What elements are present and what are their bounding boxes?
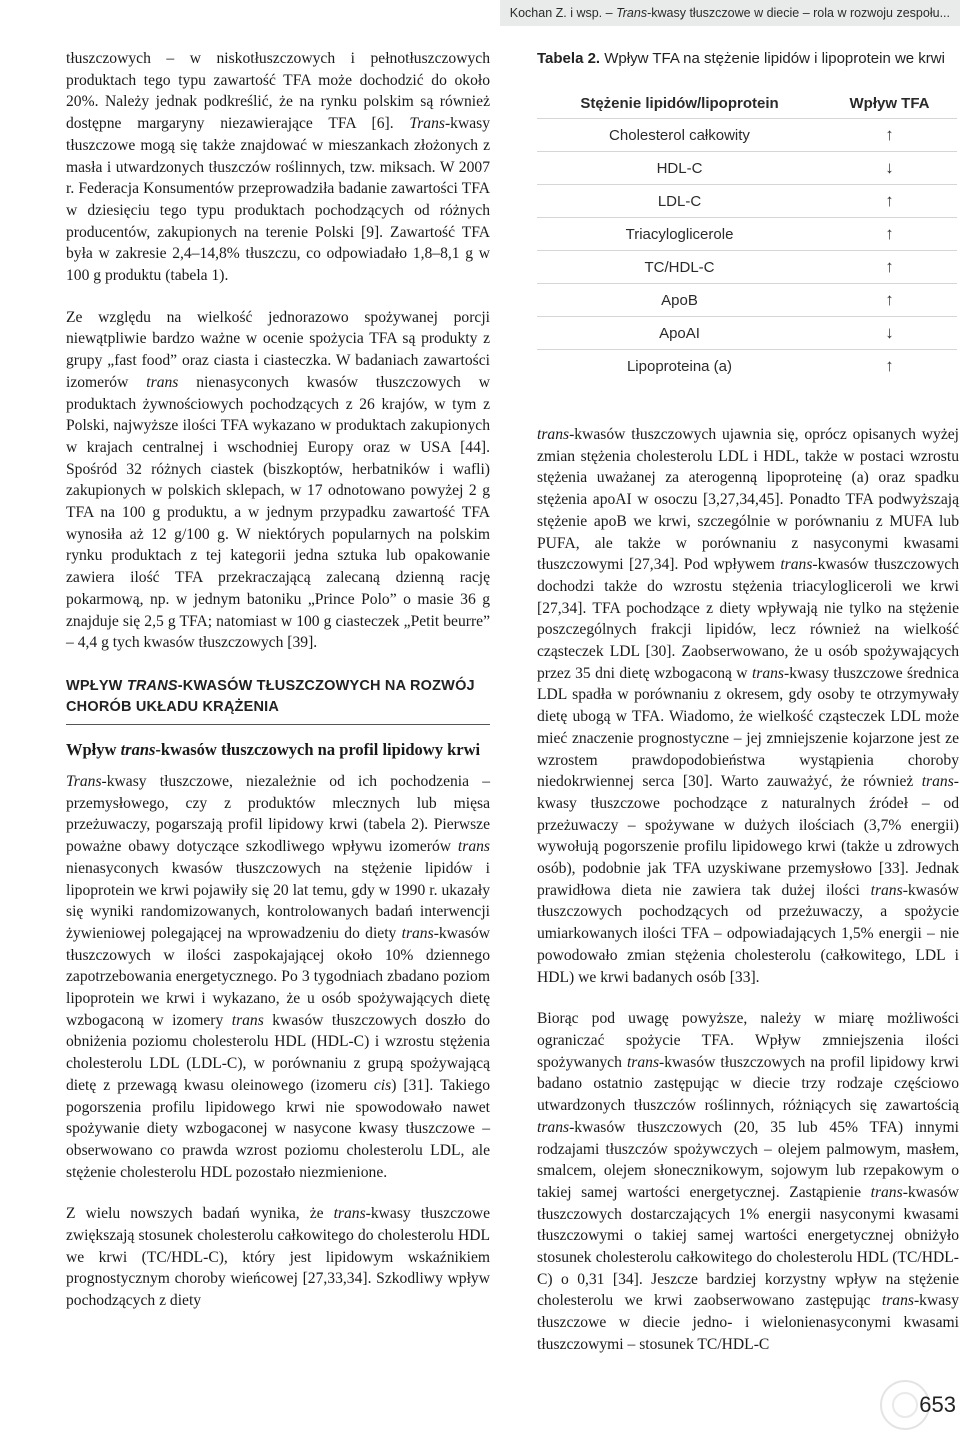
section-divider — [66, 724, 490, 725]
italic-span: trans — [751, 664, 785, 682]
table-row — [537, 350, 957, 383]
text-span: Biorąc pod uwagę powyższe, należy w miarę możliwości ograniczać spożycie TFA. Wpływ zmniejszenia ilości spożywanych — [537, 1010, 959, 1071]
left-column — [66, 48, 490, 1312]
table-row — [537, 152, 957, 185]
text-span: -kwasów tłuszczowych w ilości zaspokajającej około 10% dziennego zapotrzebowania energetycznego. Po 3 tygodniach zbadano poziom lipoprotein we krwi i wykazano, że u osób spożywających dietę wzbogaconą w izomery — [66, 924, 490, 1029]
italic-span: trans — [333, 1205, 366, 1223]
table-row — [537, 317, 957, 350]
text-span: Wpływ — [66, 739, 121, 759]
paragraph-lipid-profile — [66, 771, 490, 1183]
text-span: ) [31]. Takiego pogorszenia profilu lipidowego krwi nie spowodowało nawet spożywanie diety wzbogaconej w nasycone kwasy tłuszczowe – obserwowano co prawda wzrost poziomu cholesterolu LDL, ale stężenie cholesterolu HDL pozostało niezmienione. — [66, 1076, 491, 1181]
text-span: Z wielu nowszych badań wynika, że — [66, 1205, 334, 1223]
text-span: -kwasów tłuszczowych na profil lipidowy krwi — [155, 739, 481, 759]
running-header-title-italic: Trans — [616, 6, 648, 20]
effect-cell — [822, 119, 957, 152]
paragraph-apo-effects — [537, 424, 959, 988]
paragraph-tfa-margarines — [66, 48, 490, 287]
text-span: nienasyconych kwasów tłuszczowych na stężenie lipidów i lipoprotein we krwi pojawiły się 20 lat temu, gdy w 1990 r. ukazały się wyniki randomizowanych, kontrolowanych badań interwencji żywieniowej polegającej na wprowadzeniu do diety — [66, 859, 490, 942]
italic-span: TRANS — [126, 677, 178, 694]
page-number: 653 — [919, 1392, 956, 1417]
lipid-name-cell: LDL-C — [537, 185, 822, 218]
table-label: Tabela 2. — [537, 50, 601, 67]
effect-cell — [822, 218, 957, 251]
lipid-name-cell: ApoB — [537, 284, 822, 317]
italic-span: Trans — [409, 115, 445, 133]
arrow-down-icon: ↓ — [885, 158, 894, 177]
arrow-up-icon: ↑ — [885, 191, 894, 210]
italic-span: trans — [457, 838, 490, 856]
arrow-up-icon: ↑ — [885, 257, 894, 276]
table-row — [537, 119, 957, 152]
italic-span: trans — [870, 1183, 903, 1201]
text-span: -kwasów tłuszczowych pochodzących od przeżuwaczy, a spożycie umiarkowanych ilości TFA – odpowiadających 1,5% energii – nie powodowało zmian stężenia cholesterolu (całkowitego, LDL i HDL) we krwi badanych osób [33]. — [537, 881, 959, 986]
italic-span: Trans — [66, 772, 102, 790]
paragraph-fast-food — [66, 307, 490, 654]
effect-cell — [822, 317, 957, 350]
table-row — [537, 185, 957, 218]
lipid-name-cell: ApoAI — [537, 317, 822, 350]
lipid-name-cell: HDL-C — [537, 152, 822, 185]
lipid-name-cell: Triacyloglicerole — [537, 218, 822, 251]
paragraph-tc-hdl-ratio — [66, 1203, 490, 1312]
effect-cell — [822, 284, 957, 317]
text-span: -kwasy tłuszczowe, niezależnie od ich pochodzenia – przemysłowego, czy z produktów mlecznych lub mięsa przeżuwaczy, pogarszają profil lipidowy krwi (tabela 2). Pierwsze poważne obawy dotyczące szkodliwego wpływu izomerów — [66, 772, 490, 856]
italic-span: trans — [401, 924, 434, 942]
text-span: -kwasy tłuszczowe pochodzące z naturalnych źródeł – od przeżuwaczy – spożywane w dużych ilościach (3,7% energii) wywołują pogorszenie profilu lipidowego krwi (także u zdrowych osób), podobnie jak TFA uzyskiwane przemysłowo [33]. Jednak prawidłowa dieta nie zawiera tak dużej ilości — [537, 773, 959, 899]
effect-cell — [822, 251, 957, 284]
text-span: WPŁYW — [66, 677, 127, 694]
arrow-up-icon: ↑ — [885, 224, 894, 243]
arrow-up-icon: ↑ — [885, 356, 894, 375]
table-caption-text: Wpływ TFA na stężenie lipidów i lipoprotein we krwi — [600, 50, 945, 67]
text-span: -kwasów tłuszczowych dostarczających 1% energii nasyconymi kwasami tłuszczowymi o takiej samej wartości energetycznej obniżyło stosunek cholesterolu całkowitego do cholesterolu HDL (TC/HDL-C) o 0,31 [34]. Jeszcze bardziej korzystny wpływ na stężenie cholesterolu we krwi zaobserwowano zastępując — [537, 1183, 959, 1310]
effect-cell — [822, 185, 957, 218]
arrow-down-icon: ↓ — [885, 323, 894, 342]
italic-span: trans — [537, 426, 570, 443]
lipid-name-cell: Lipoproteina (a) — [537, 350, 822, 383]
right-column — [537, 424, 959, 1356]
table-row — [537, 284, 957, 317]
running-header-authors: Kochan Z. i wsp. – — [509, 6, 617, 20]
table-header-row — [537, 88, 957, 119]
effect-cell — [822, 350, 957, 383]
text-span: nienasyconych kwasów tłuszczowych w produktach żywnościowych pochodzących z 26 krajów, w tym z Polski, najwyższe ilości TFA wykazano w produktach zakupionych w krajach centralnej i wschodniej Europy oraz w USA [44]. Spośród 32 różnych ciastek (biszkoptów, herbatników i wafli) zakupionych w polskich sklepach, w 17 odnotowano powyżej 2 g TFA na 100 g produktu, a w jednym przypadku zawartość TFA wynosiła aż 12 g/100 g. W niektórych popularnych na polskim rynku produktach z tej kategorii jedna sztuka lub opakowanie zawiera ilość TFA przekraczającą zalecaną dzienną rację pokarmową, np. w jednym batoniku „Prince Polo” o masie 36 g znajduje się 2,5 g TFA; natomiast w 100 g ciasteczek „Petit beurre” – 4,4 g tych kwasów tłuszczowych [39]. — [66, 373, 490, 652]
italic-span: trans — [120, 739, 156, 759]
text-span: -kwasy tłuszczowe mogą się także znajdować w mieszankach złożonych z masła i utwardzonych tłuszczów roślinnych, tzw. miksach. W 2007 r. Federacja Konsumentów przeprowadziła badanie zawartości TFA w dziesięciu tego typu produktach pochodzących od różnych producentów, zakupionych na terenie Polski [9]. Zawartość TFA była w zakresie 2,4–14,8% tłuszczu, co odpowiadało 1,8–8,1 g w 100 g produktu (tabela 1). — [66, 115, 490, 285]
text-span: kwasów tłuszczowych doszło do obniżenia poziomu cholesterolu HDL (HDL-C) i wzrostu stężenia cholesterolu LDL (LDL-C), w porównaniu z grupą spożywającą dietę z przewagą kwasu oleinowego (izomeru — [66, 1011, 491, 1094]
table-row — [537, 251, 957, 284]
running-header — [500, 0, 960, 26]
text-span: -KWASÓW TŁUSZCZOWYCH NA ROZWÓJ CHORÓB UKŁADU KRĄŻENIA — [66, 677, 475, 715]
italic-span: cis — [373, 1076, 392, 1094]
text-span: Ze względu na wielkość jednorazowo spożywanej porcji niewątpliwie bardzo ważne w ocenie spożycia TFA są produkty z grupy „fast food” oraz ciasta i ciasteczka. W badaniach zawartości izomerów — [66, 308, 490, 391]
effect-cell — [822, 152, 957, 185]
text-span: tłuszczowych – w niskotłuszczowych i pełnotłuszczowych produktach tego typu zawartość TFA może dochodzić do około 20%. Należy jednak podkreślić, że na rynku polskim są również dostępne margaryny niezawierające TFA [6]. — [66, 50, 490, 133]
subsection-heading — [66, 739, 490, 761]
text-span: -kwasy tłuszczowe średnica LDL spadła w porównaniu z okresem, gdy osoby te otrzymywały dietę ubogą w TFA. Wiadomo, że wielkość cząsteczek LDL może mieć znaczenie prognostyczne – jej zmniejszenie kojarzone jest ze wzrostem prawdopodobieństwa wystąpienia choroby niedokrwiennej serca [30]. Warto zauważyć, że również — [537, 664, 959, 791]
paragraph-limit-intake — [537, 1008, 959, 1355]
italic-span: trans — [921, 773, 954, 791]
italic-span: trans — [626, 1053, 660, 1071]
text-span: -kwasy tłuszczowe zwiększają stosunek cholesterolu całkowitego do cholesterolu HDL we krwi (TC/HDL-C), który jest lipidowym wskaźnikiem prognostycznym choroby wieńcowej [27,33,34]. Szkodliwy wpływ pochodzących z diety — [66, 1205, 490, 1310]
table-2 — [537, 48, 957, 382]
italic-span: trans — [537, 1118, 570, 1136]
table-caption — [537, 48, 957, 70]
text-span: -kwasów tłuszczowych (20, 35 lub 45% TFA) innymi rodzajami tłuszczów spożywczych – olejem palmowym, masłem, smalcem, olejem słonecznikowym, sojowym lub rzepakowym o takiej samej wartości energetycznej. Zastąpienie — [537, 1118, 959, 1201]
text-span: -kwasów tłuszczowych ujawnia się, oprócz opisanych wyżej zmian stężenia cholesterolu LDL i HDL, także w postaci wzrostu stężenia uważanej za aterogenną lipoproteinę (a) oraz spadku stężenia apoAI w osoczu [3,27,34,45]. Ponadto TFA podwyższają stężenie apoB we krwi, szczególnie w porównaniu z MUFA lub PUFA, ale także w porównaniu z nasyconymi kwasami tłuszczowymi [27,34]. Pod wpływem — [537, 426, 959, 574]
italic-span: trans — [881, 1292, 914, 1310]
table-row — [537, 218, 957, 251]
section-heading — [66, 676, 490, 718]
arrow-up-icon: ↑ — [885, 125, 894, 144]
italic-span: trans — [780, 556, 813, 574]
lipid-name-cell: TC/HDL-C — [537, 251, 822, 284]
text-span: -kwasów tłuszczowych dochodzi także do wzrostu stężenia triacylogliceroli we krwi [27,34]. TFA pochodzące z diety wpływają nie tylko na stężenie poszczególnych frakcji lipidów, lecz również na wielkość cząsteczek LDL [30]. Zaobserwowano, że u osób spożywających przez 35 dni dietę wzbogaconą w — [537, 556, 959, 682]
text-span: -kwasy tłuszczowe w diecie jedno- i wielonienasyconymi kwasami tłuszczowymi – stosunek TC/HDL-C — [537, 1292, 959, 1353]
column-header-effect: Wpływ TFA — [849, 94, 930, 112]
italic-span: trans — [870, 881, 903, 899]
running-header-title: -kwasy tłuszczowe w diecie – rola w rozwoju zespołu... — [647, 6, 950, 20]
column-header-lipids: Stężenie lipidów/lipoprotein — [580, 94, 779, 112]
lipid-table — [537, 88, 957, 382]
italic-span: trans — [231, 1011, 264, 1029]
italic-span: trans — [146, 373, 179, 391]
text-span: -kwasów tłuszczowych na profil lipidowy krwi badano ostatnio zastępując w diecie trzy rodzaje częściowo utwardzonych tłuszczów roślinnych, różniących się zawartością — [537, 1053, 959, 1115]
arrow-up-icon: ↑ — [885, 290, 894, 309]
lipid-name-cell: Cholesterol całkowity — [537, 119, 822, 152]
